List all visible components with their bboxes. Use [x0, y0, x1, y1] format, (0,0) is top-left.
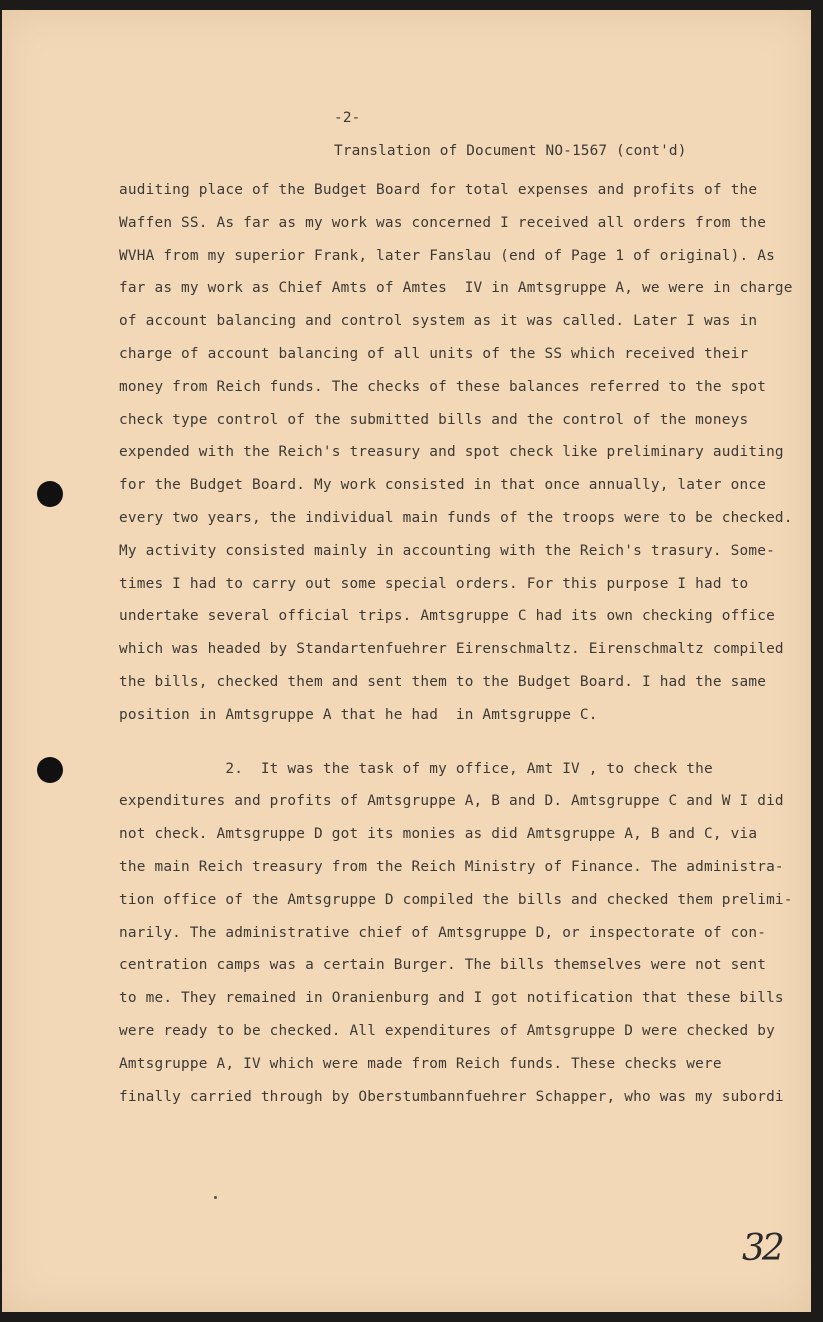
body-line: narily. The administrative chief of Amtsgruppe D, or inspectorate of con-	[119, 924, 767, 941]
body-line: charge of account balancing of all units of the SS which received their	[119, 346, 749, 362]
punch-hole-lower	[37, 757, 63, 783]
body-line: which was headed by Standartenfuehrer Eirenschmaltz. Eirenschmaltz compiled	[119, 641, 784, 658]
body-line: the main Reich treasury from the Reich Ministry of Finance. The administra-	[119, 859, 784, 875]
body-line: finally carried through by Oberstumbannfuehrer Schapper, who was my subordi	[119, 1088, 784, 1105]
body-line: were ready to be checked. All expenditures of Amtsgruppe D were checked by	[119, 1023, 775, 1039]
body-line: every two years, the individual main funds of the troops were to be checked.	[119, 510, 793, 526]
body-line: centration camps was a certain Burger. The bills themselves were not sent	[119, 957, 767, 974]
ink-speck	[214, 1196, 217, 1199]
body-line: expended with the Reich's treasury and spot check like preliminary auditing	[119, 444, 784, 461]
body-line: of account balancing and control system as it was called. Later I was in	[119, 313, 758, 330]
document-page	[2, 10, 811, 1312]
document-title: Translation of Document NO-1567 (cont'd)	[334, 143, 687, 159]
body-line: not check. Amtsgruppe D got its monies as did Amtsgruppe A, B and C, via	[119, 826, 758, 843]
body-line: money from Reich funds. The checks of these balances referred to the spot	[119, 378, 767, 395]
punch-hole-upper	[37, 481, 63, 507]
body-line: WVHA from my superior Frank, later Fanslau (end of Page 1 of original). As	[119, 247, 775, 264]
body-line: My activity consisted mainly in accounting with the Reich's trasury. Some-	[119, 542, 775, 559]
body-line: the bills, checked them and sent them to the Budget Board. I had the same	[119, 674, 767, 690]
body-line: Amtsgruppe A, IV which were made from Reich funds. These checks were	[119, 1055, 722, 1072]
body-line: far as my work as Chief Amts of Amtes IV in Amtsgruppe A, we were in charge	[119, 280, 793, 297]
body-line: check type control of the submitted bills and the control of the moneys	[119, 411, 749, 428]
body-line: undertake several official trips. Amtsgruppe C had its own checking office	[119, 608, 775, 625]
body-line: 2. It was the task of my office, Amt IV , to check the	[119, 760, 713, 777]
body-line: for the Budget Board. My work consisted in that once annually, later once	[119, 477, 767, 494]
body-line: to me. They remained in Oranienburg and I got notification that these bills	[119, 990, 784, 1007]
body-line: tion office of the Amtsgruppe D compiled the bills and checked them prelimi-	[119, 891, 793, 908]
body-line: expenditures and profits of Amtsgruppe A, B and D. Amtsgruppe C and W I did	[119, 793, 784, 810]
body-line: auditing place of the Budget Board for total expenses and profits of the	[119, 182, 758, 198]
handwritten-page-mark: 32	[742, 1228, 782, 1269]
page-number: -2-	[334, 110, 361, 126]
body-line: position in Amtsgruppe A that he had in Amtsgruppe C.	[119, 706, 598, 723]
body-line: Waffen SS. As far as my work was concerned I received all orders from the	[119, 214, 767, 231]
body-line: times I had to carry out some special orders. For this purpose I had to	[119, 575, 749, 592]
